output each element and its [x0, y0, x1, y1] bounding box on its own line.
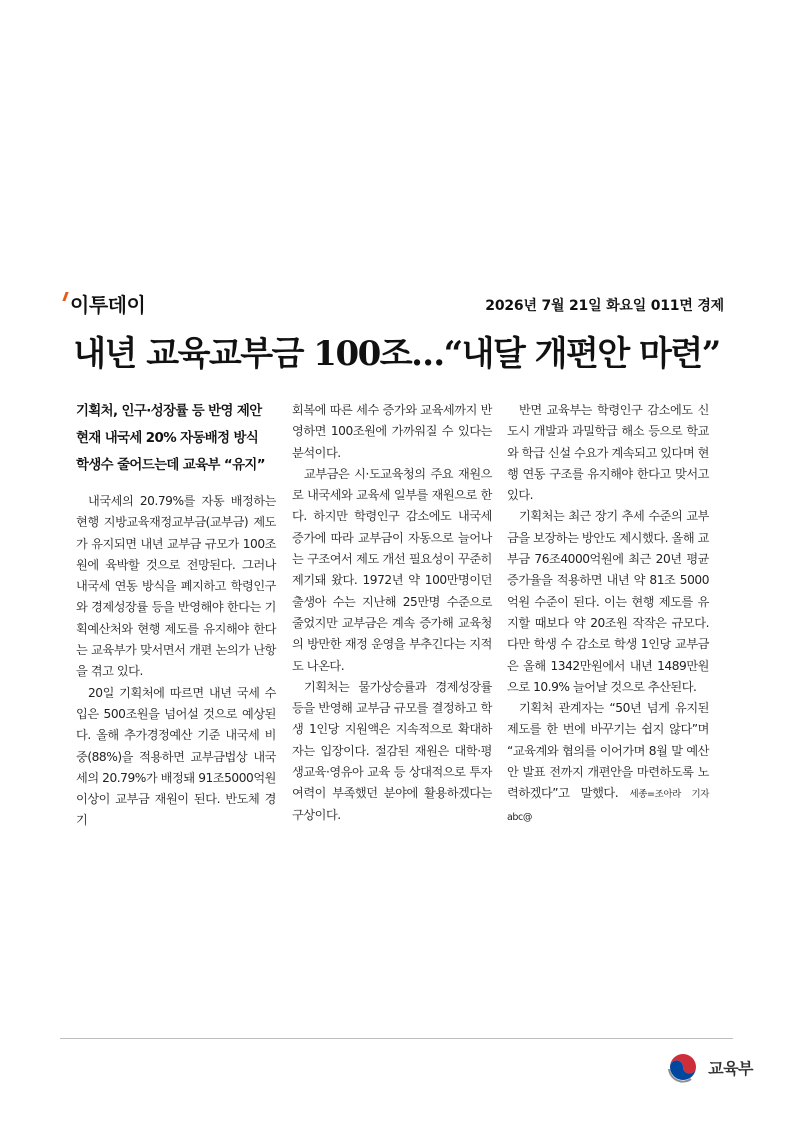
ministry-name: 교육부 [708, 1058, 753, 1078]
headline: 내년 교육교부금 100조…“내달 개편안 마련” [73, 334, 720, 374]
logo-accent-mark [62, 292, 68, 301]
article-column-2 [292, 400, 492, 826]
paragraph: 회복에 따른 세수 증가와 교육세까지 반영하면 100조원에 가까워질 수 있다는 분석이다. [292, 403, 492, 460]
subheadline-1: 기획처, 인구·성장률 등 반영 제안 [76, 404, 262, 419]
article-column-1 [76, 398, 276, 832]
ministry-footer [666, 1050, 753, 1084]
paragraph: 기획처는 물가상승률과 경제성장률 등을 반영해 교부금 규모를 결정하고 학생 1인당 지원액은 지속적으로 확대하자는 입장이다. 절감된 재원은 대학·평생교육·영유아 교육 등 상대적으로 투자 여력이 부족했던 분야에 활용하겠다는 구상이다. [292, 679, 492, 822]
subheadline-3: 학생수 줄어드는데 교육부 “유지” [76, 458, 265, 473]
newspaper-logo [64, 289, 145, 318]
paragraph: 교부금은 시·도교육청의 주요 재원으로 내국세와 교육세 일부를 재원으로 한다. 하지만 학령인구 감소에도 내국세 증가에 따라 교부금이 자동으로 늘어나는 구조여서 제도 개선 필요성이 꾸준히 제기돼 왔다. 1972년 약 100만명이던 출생아 수는 지난해 25만명 수준으로 줄었지만 교부금은 계속 증가해 교육청의 방만한 재정 운영을 부추긴다는 지적도 나온다. [292, 466, 492, 673]
article-column-3 [507, 400, 709, 828]
subheadlines [76, 398, 276, 479]
paragraph: 기획처는 최근 장기 추세 수준의 교부금을 보장하는 방안도 제시했다. 올해 교부금 76조4000억원에 최근 20년 평균 증가율을 적용하면 내년 약 81조 5000억원 수준이 된다. 이는 현행 제도를 유지할 때보다 약 20조원 작작은 규모다. 다만 학생 수 감소로 학생 1인당 교부금은 올해 1342만원에서 내년 1489만원으로 10.9% 늘어날 것으로 추산된다. [507, 509, 709, 694]
paragraph: 반면 교육부는 학령인구 감소에도 신도시 개발과 과밀학급 해소 등으로 학교와 학급 신설 수요가 계속되고 있다며 현행 연동 구조를 유지해야 한다고 맞서고 있다. [507, 403, 709, 503]
ministry-emblem-icon [666, 1050, 700, 1084]
paragraph: 내국세의 20.79%를 자동 배정하는 현행 지방교육재정교부금(교부금) 제도가 유지되면 내년 교부금 규모가 100조원에 육박할 것으로 전망된다. 그러나 내국세 연동 방식을 폐지하고 학령인구와 경제성장률 등을 반영해야 한다는 기획예산처와 현행 제도를 유지해야 한다는 교육부가 맞서면서 개편 논의가 난항을 겪고 있다. [76, 494, 276, 679]
subheadline-2: 현재 내국세 20% 자동배정 방식 [76, 431, 259, 446]
newspaper-name: 이투데이 [70, 293, 146, 317]
paragraph [507, 698, 709, 828]
masthead [64, 289, 724, 319]
paragraph-text: 기획처 관계자는 “50년 넘게 유지된 제도를 한 번에 바꾸기는 쉽지 않다”며 “교육계와 협의를 이어가며 8월 말 예산안 발표 전까지 개편안을 마련하도록 노력하겠다”고 말했다. [507, 701, 709, 801]
footer-divider [60, 1038, 733, 1039]
paragraph: 20일 기획처에 따르면 내년 국세 수입은 500조원을 넘어설 것으로 예상된다. 올해 추가경정예산 기준 내국세 비중(88%)을 적용하면 교부금법상 내국세의 20.79%가 배정돼 91조5000억원 이상이 교부금 재원이 된다. 반도체 경기 [76, 685, 276, 828]
dateline: 2026년 7월 21일 화요일 011면 경제 [485, 298, 724, 314]
byline: 세종=조아라 기자 abc@ [507, 789, 709, 823]
